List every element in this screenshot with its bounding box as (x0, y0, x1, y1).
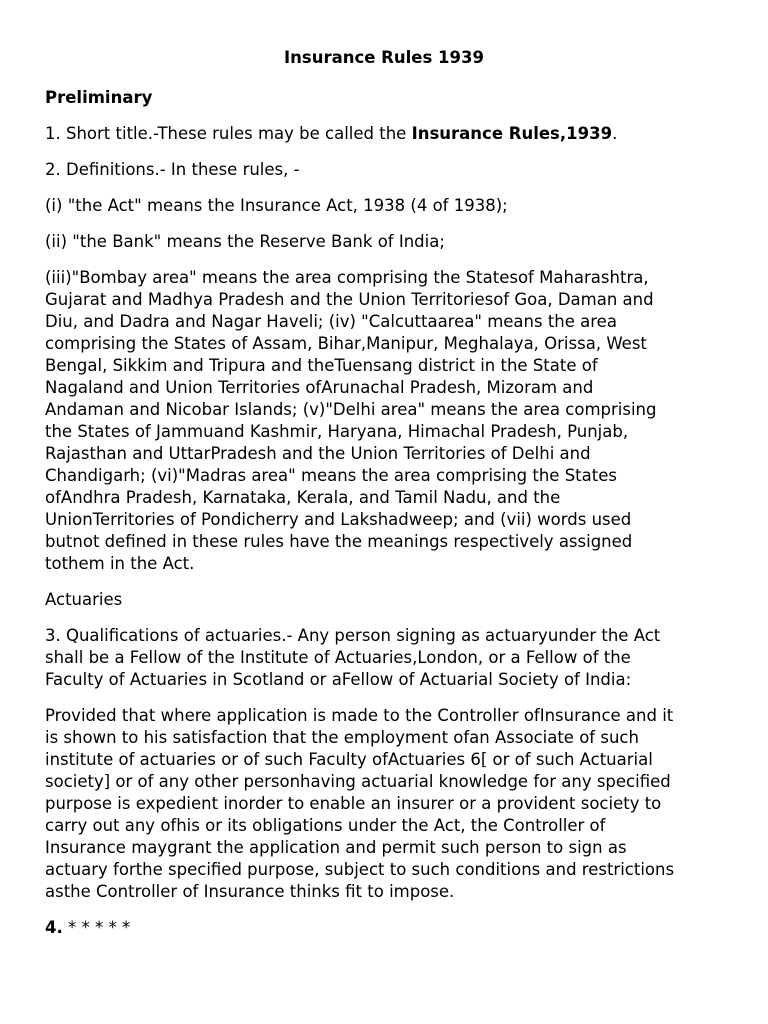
rule-3-proviso (45, 705, 735, 903)
document-title: Insurance Rules 1939 (284, 48, 484, 67)
paragraph-line: actuary forthe specified purpose, subject to such conditions and restrictions (45, 860, 675, 879)
paragraph-line: Andaman and Nicobar Islands; (v)"Delhi area" means the area comprising (45, 400, 657, 419)
definition-iii-paragraph (45, 267, 735, 575)
paragraph-line: UnionTerritories of Pondicherry and Lakshadweep; and (vii) words used (45, 510, 632, 529)
paragraph-line: butnot defined in these rules have the meanings respectively assigned (45, 532, 633, 551)
paragraph-line: asthe Controller of Insurance thinks fit to impose. (45, 882, 455, 901)
document-body (45, 87, 735, 953)
rule-1-bold-title: Insurance Rules,1939 (411, 124, 613, 143)
paragraph-line: 3. Qualifications of actuaries.- Any person signing as actuaryunder the Act (45, 626, 661, 645)
paragraph-line: Nagaland and Union Territories ofArunachal Pradesh, Mizoram and (45, 378, 594, 397)
definition-ii: (ii) "the Bank" means the Reserve Bank of India; (45, 232, 445, 251)
paragraph-line: carry out any ofhis or its obligations under the Act, the Controller of (45, 816, 606, 835)
section-heading-actuaries: Actuaries (45, 590, 123, 609)
paragraph-line: shall be a Fellow of the Institute of Actuaries,London, or a Fellow of the (45, 648, 631, 667)
rule-1-suffix: . (612, 124, 618, 143)
paragraph-line: Chandigarh; (vi)"Madras area" means the area comprising the States (45, 466, 617, 485)
paragraph-line: Insurance maygrant the application and permit such person to sign as (45, 838, 627, 857)
paragraph-line: Provided that where application is made to the Controller ofInsurance and it (45, 706, 674, 725)
paragraph-line: is shown to his satisfaction that the employment ofan Associate of such (45, 728, 639, 747)
paragraph-line: Bengal, Sikkim and Tripura and theTuensang district in the State of (45, 356, 598, 375)
paragraph-line: purpose is expedient inorder to enable an insurer or a provident society to (45, 794, 662, 813)
section-heading-preliminary: Preliminary (45, 88, 153, 107)
rule-4-omitted (45, 917, 735, 939)
rule-4-number: 4. (45, 918, 63, 937)
paragraph-line: tothem in the Act. (45, 554, 195, 573)
paragraph-line: (iii)"Bombay area" means the area comprising the Statesof Maharashtra, (45, 268, 649, 287)
rule-1-prefix: 1. Short title.-These rules may be called the (45, 124, 412, 143)
definition-i: (i) "the Act" means the Insurance Act, 1938 (4 of 1938); (45, 196, 508, 215)
rule-2-definitions-intro: 2. Definitions.- In these rules, - (45, 160, 300, 179)
rule-4-stars: * * * * * (62, 918, 131, 937)
paragraph-line: comprising the States of Assam, Bihar,Manipur, Meghalaya, Orissa, West (45, 334, 647, 353)
paragraph-line: institute of actuaries or of such Faculty ofActuaries 6[ or of such Actuarial (45, 750, 653, 769)
paragraph-line: the States of Jammuand Kashmir, Haryana, Himachal Pradesh, Punjab, (45, 422, 629, 441)
paragraph-line: Rajasthan and UttarPradesh and the Union Territories of Delhi and (45, 444, 591, 463)
paragraph-line: ofAndhra Pradesh, Karnataka, Kerala, and Tamil Nadu, and the (45, 488, 561, 507)
paragraph-line: Faculty of Actuaries in Scotland or aFellow of Actuarial Society of India: (45, 670, 632, 689)
paragraph-line: Gujarat and Madhya Pradesh and the Union Territoriesof Goa, Daman and (45, 290, 654, 309)
rule-1-short-title (45, 123, 735, 145)
paragraph-line: Diu, and Dadra and Nagar Haveli; (iv) "Calcuttaarea" means the area (45, 312, 617, 331)
rule-3-qualifications (45, 625, 735, 691)
paragraph-line: society] or of any other personhaving actuarial knowledge for any specified (45, 772, 671, 791)
